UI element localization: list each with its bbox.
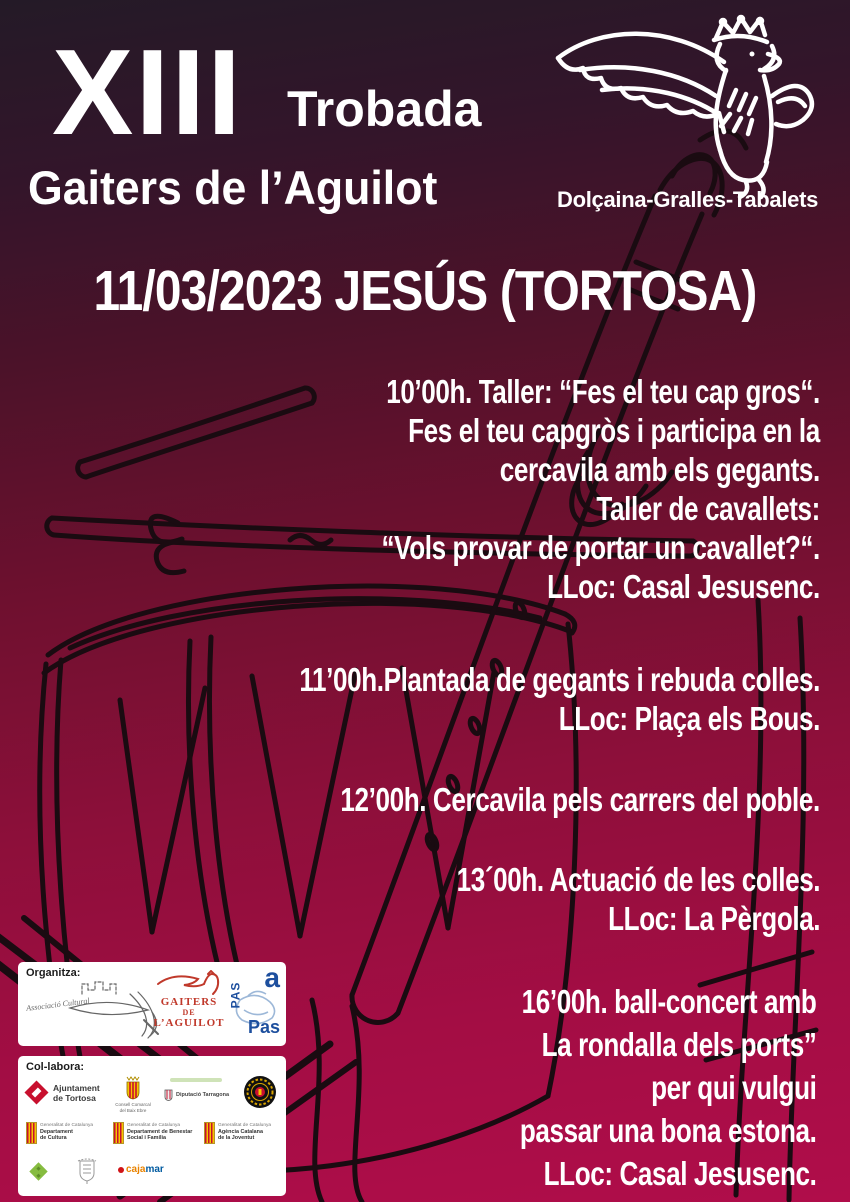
ajuntament-tortosa-logo: [26, 1078, 100, 1103]
schedule-line: LLoc: La Pèrgola.: [607, 900, 820, 937]
consell-line2: del Baix Ebre: [119, 1107, 147, 1113]
generalitat-line3: de la Joventut: [218, 1135, 255, 1141]
pasapas-vertical-text: PAS: [228, 981, 243, 1009]
generalitat-line1: Generalitat de Catalunya: [40, 1123, 94, 1128]
generalitat-line3: Social i Família: [127, 1135, 166, 1141]
generalitat-line2: Agència Catalana: [218, 1129, 263, 1135]
baix-ebre-shield-icon: [124, 1076, 142, 1100]
schedule-line: LLoc: Casal Jesusenc.: [547, 568, 820, 605]
collaborators-label: Col-labora:: [26, 1061, 85, 1073]
cajamar-mar: mar: [145, 1164, 164, 1175]
title-trobada: Trobada: [287, 81, 482, 137]
generalitat-line3: de Cultura: [40, 1135, 67, 1141]
cajamar-dot-icon: [118, 1167, 124, 1173]
title-gaiters-aguilot: Gaiters de l’Aguilot: [28, 161, 438, 214]
coat-of-arms-sketch-logo: [76, 1158, 98, 1184]
round-seal-logo: [242, 1074, 278, 1110]
edition-roman-numeral: XIII: [52, 24, 244, 160]
gaiters-de: DE: [182, 1008, 196, 1017]
consell-line1: Consell Comarcal: [115, 1102, 151, 1107]
senyera-icon: [26, 1122, 37, 1144]
schedule-line: 11’00h.Plantada de gegants i rebuda colles.: [299, 661, 820, 698]
schedule-line: cercavila amb els gegants.: [499, 451, 820, 488]
schedule-line: “Vols provar de portar un cavallet?“.: [381, 529, 820, 566]
schedule-block-13h: [456, 860, 820, 938]
collaborators-box: [18, 1056, 286, 1196]
senyera-icon: [204, 1122, 215, 1144]
organizers-box: [18, 962, 286, 1046]
gaiters-word: GAITERS: [160, 996, 218, 1008]
ajuntament-line2: de Tortosa: [53, 1093, 96, 1103]
schedule-block-11h: [299, 660, 820, 738]
date-location-line: 11/03/2023 JESÚS (TORTOSA): [93, 259, 757, 323]
faded-green-text: [170, 1078, 222, 1082]
schedule-line: 16’00h. ball-concert amb: [521, 983, 816, 1020]
schedule-line: passar una bona estona.: [519, 1112, 816, 1149]
consell-comarcal-logo: [110, 1076, 156, 1113]
cajamar-caja: caja: [126, 1164, 146, 1175]
gaiters-aguilot: L’AGUILOT: [153, 1017, 225, 1029]
schedule-line: Taller de cavallets:: [596, 490, 820, 527]
schedule-line: 10’00h. Taller: “Fes el teu cap gros“.: [386, 373, 820, 410]
schedule-line: per qui vulgui: [650, 1069, 816, 1106]
diputacio-shield-icon: [164, 1089, 173, 1101]
schedule-block-10h: [382, 372, 820, 606]
generalitat-line2: Departament de Benestar: [127, 1129, 193, 1135]
generalitat-line1: Generalitat de Catalunya: [127, 1123, 181, 1128]
diputacio-label: Diputació Tarragona: [176, 1092, 230, 1098]
ajuntament-line1: Ajuntament: [53, 1083, 100, 1093]
schedule-line: 13´00h. Actuació de les colles.: [456, 861, 820, 898]
organizers-label: Organitza:: [26, 967, 81, 979]
generalitat-cultura-logo: [26, 1122, 93, 1144]
generalitat-joventut-logo: [204, 1122, 271, 1144]
pasapas-pas: Pas: [247, 1017, 280, 1037]
tagline-instruments: Dolçaina-Gralles-Tabalets: [557, 187, 819, 212]
pas-a-pas-logo: [228, 962, 282, 1040]
schedule-line: LLoc: Plaça els Bous.: [558, 700, 820, 737]
jesus-green-diamond-logo: [32, 1162, 45, 1178]
tortosa-shield-icon: [24, 1080, 48, 1104]
schedule-block-12h: [341, 780, 820, 819]
cajamar-logo: [118, 1164, 164, 1175]
schedule-line: La rondalla dels ports”: [541, 1026, 816, 1063]
diputacio-tarragona-logo: [164, 1076, 230, 1101]
associacio-cultural-label: Associació Cultural: [25, 996, 91, 1013]
senyera-icon: [113, 1122, 124, 1144]
schedule-line: Fes el teu capgròs i participa en la: [408, 412, 820, 449]
green-diamond-icon: [29, 1162, 47, 1180]
generalitat-line2: Departament: [40, 1129, 73, 1135]
gaiters-aguilot-logo: [146, 968, 232, 1029]
pasapas-a: a: [264, 962, 280, 993]
gaiters-eagle-icon: [154, 970, 224, 996]
schedule-block-16h: [519, 980, 816, 1195]
schedule-line: LLoc: Casal Jesusenc.: [543, 1155, 816, 1192]
eagle-crowned-logo: [520, 10, 820, 210]
generalitat-line1: Generalitat de Catalunya: [218, 1123, 272, 1128]
schedule-line: 12’00h. Cercavila pels carrers del poble.: [340, 781, 820, 818]
generalitat-benestar-logo: [113, 1122, 192, 1144]
